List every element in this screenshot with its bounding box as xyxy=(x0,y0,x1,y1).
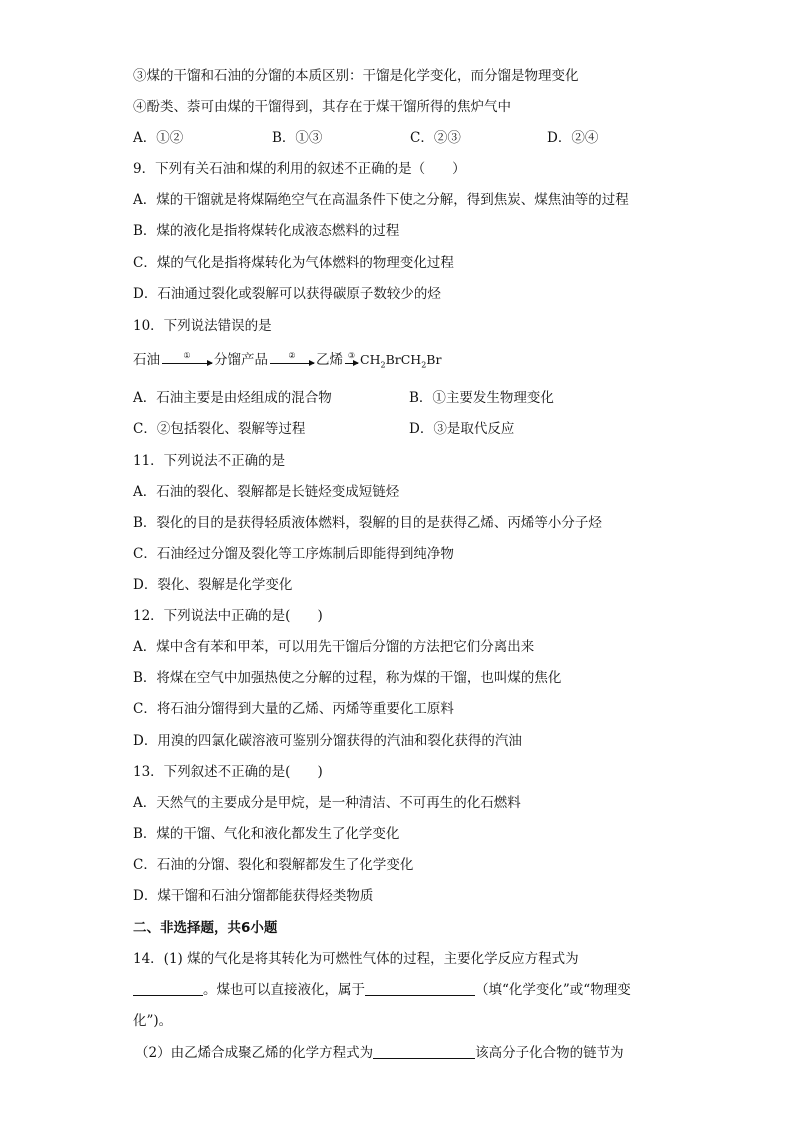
option: D．石油通过裂化或裂解可以获得碳原子数较少的烃 xyxy=(133,286,441,302)
option: D．煤干馏和石油分馏都能获得烃类物质 xyxy=(133,888,374,904)
option: A．天然气的主要成分是甲烷，是一种清洁、不可再生的化石燃料 xyxy=(133,795,521,811)
question-stem: 14．(1) 煤的气化是将其转化为可燃性气体的过程，主要化学反应方程式为 xyxy=(133,951,579,967)
question-stem: 10．下列说法错误的是 xyxy=(133,318,272,334)
option: B．煤的液化是指将煤转化成液态燃料的过程 xyxy=(133,223,400,239)
question-stem: 13．下列叙述不正确的是( ) xyxy=(133,764,323,780)
option: B．①③ xyxy=(272,130,323,146)
question-line: 。煤也可以直接液化，属于 （填“化学变化”或“物理变 xyxy=(133,980,631,1000)
section-heading: 二、非选择题，共6小题 xyxy=(133,920,278,936)
scheme-product: $CH_2BrCH_2Br$ xyxy=(360,352,442,370)
text-line: ③煤的干馏和石油的分馏的本质区别：干馏是化学变化，而分馏是物理变化 xyxy=(133,68,579,84)
q8-options xyxy=(133,128,633,148)
option: D．裂化、裂解是化学变化 xyxy=(133,577,293,593)
option: B．①主要发生物理变化 xyxy=(409,390,554,406)
option: B．煤的干馏、气化和液化都发生了化学变化 xyxy=(133,826,400,842)
option: A．煤中含有苯和甲苯，可以用先干馏后分馏的方法把它们分离出来 xyxy=(133,639,535,655)
option: D．②④ xyxy=(547,130,599,146)
question-line: （2）由乙烯合成聚乙烯的化学方程式为 该高分子化合物的链节为 xyxy=(135,1045,624,1061)
option: C．石油的分馏、裂化和裂解都发生了化学变化 xyxy=(133,857,414,873)
option: C．煤的气化是指将煤转化为气体燃料的物理变化过程 xyxy=(133,255,454,271)
answer-blank[interactable] xyxy=(373,1044,475,1059)
option: A．煤的干馏就是将煤隔绝空气在高温条件下使之分解，得到焦炭、煤焦油等的过程 xyxy=(133,192,629,208)
answer-blank[interactable] xyxy=(133,981,203,996)
option: C．石油经过分馏及裂化等工序炼制后即能得到纯净物 xyxy=(133,546,454,562)
question-line: 化”)。 xyxy=(133,1013,173,1029)
reaction-scheme xyxy=(133,350,441,376)
option: A．石油的裂化、裂解都是长链烃变成短链烃 xyxy=(133,484,400,500)
arrow-1: ① xyxy=(162,357,212,364)
question-stem: 9．下列有关石油和煤的利用的叙述不正确的是（ ） xyxy=(133,161,466,177)
option: B．裂化的目的是获得轻质液体燃料，裂解的目的是获得乙烯、丙烯等小分子烃 xyxy=(133,515,602,531)
option: A．石油主要是由烃组成的混合物 xyxy=(133,390,332,406)
scheme-mid2: 乙烯 xyxy=(316,352,343,368)
question-stem: 11．下列说法不正确的是 xyxy=(133,453,286,469)
option: D．用溴的四氯化碳溶液可鉴别分馏获得的汽油和裂化获得的汽油 xyxy=(133,733,522,749)
arrow-2: ② xyxy=(270,357,314,364)
option: A．①② xyxy=(133,130,184,146)
scheme-start: 石油 xyxy=(133,352,160,368)
q10-options-row2 xyxy=(133,419,653,439)
option: B．将煤在空气中加强热使之分解的过程，称为煤的干馏，也叫煤的焦化 xyxy=(133,670,562,686)
question-stem: 12．下列说法中正确的是( ) xyxy=(133,608,323,624)
scheme-mid1: 分馏产品 xyxy=(214,352,268,368)
option: D．③是取代反应 xyxy=(409,421,515,437)
option: C．将石油分馏得到大量的乙烯、丙烯等重要化工原料 xyxy=(133,701,454,717)
option: C．②包括裂化、裂解等过程 xyxy=(133,421,306,437)
text-line: ④酚类、萘可由煤的干馏得到，其存在于煤干馏所得的焦炉气中 xyxy=(133,99,511,115)
arrow-3: ③ xyxy=(345,357,358,364)
option: C．②③ xyxy=(410,130,461,146)
answer-blank[interactable] xyxy=(365,981,475,996)
q10-options-row1 xyxy=(133,388,653,408)
